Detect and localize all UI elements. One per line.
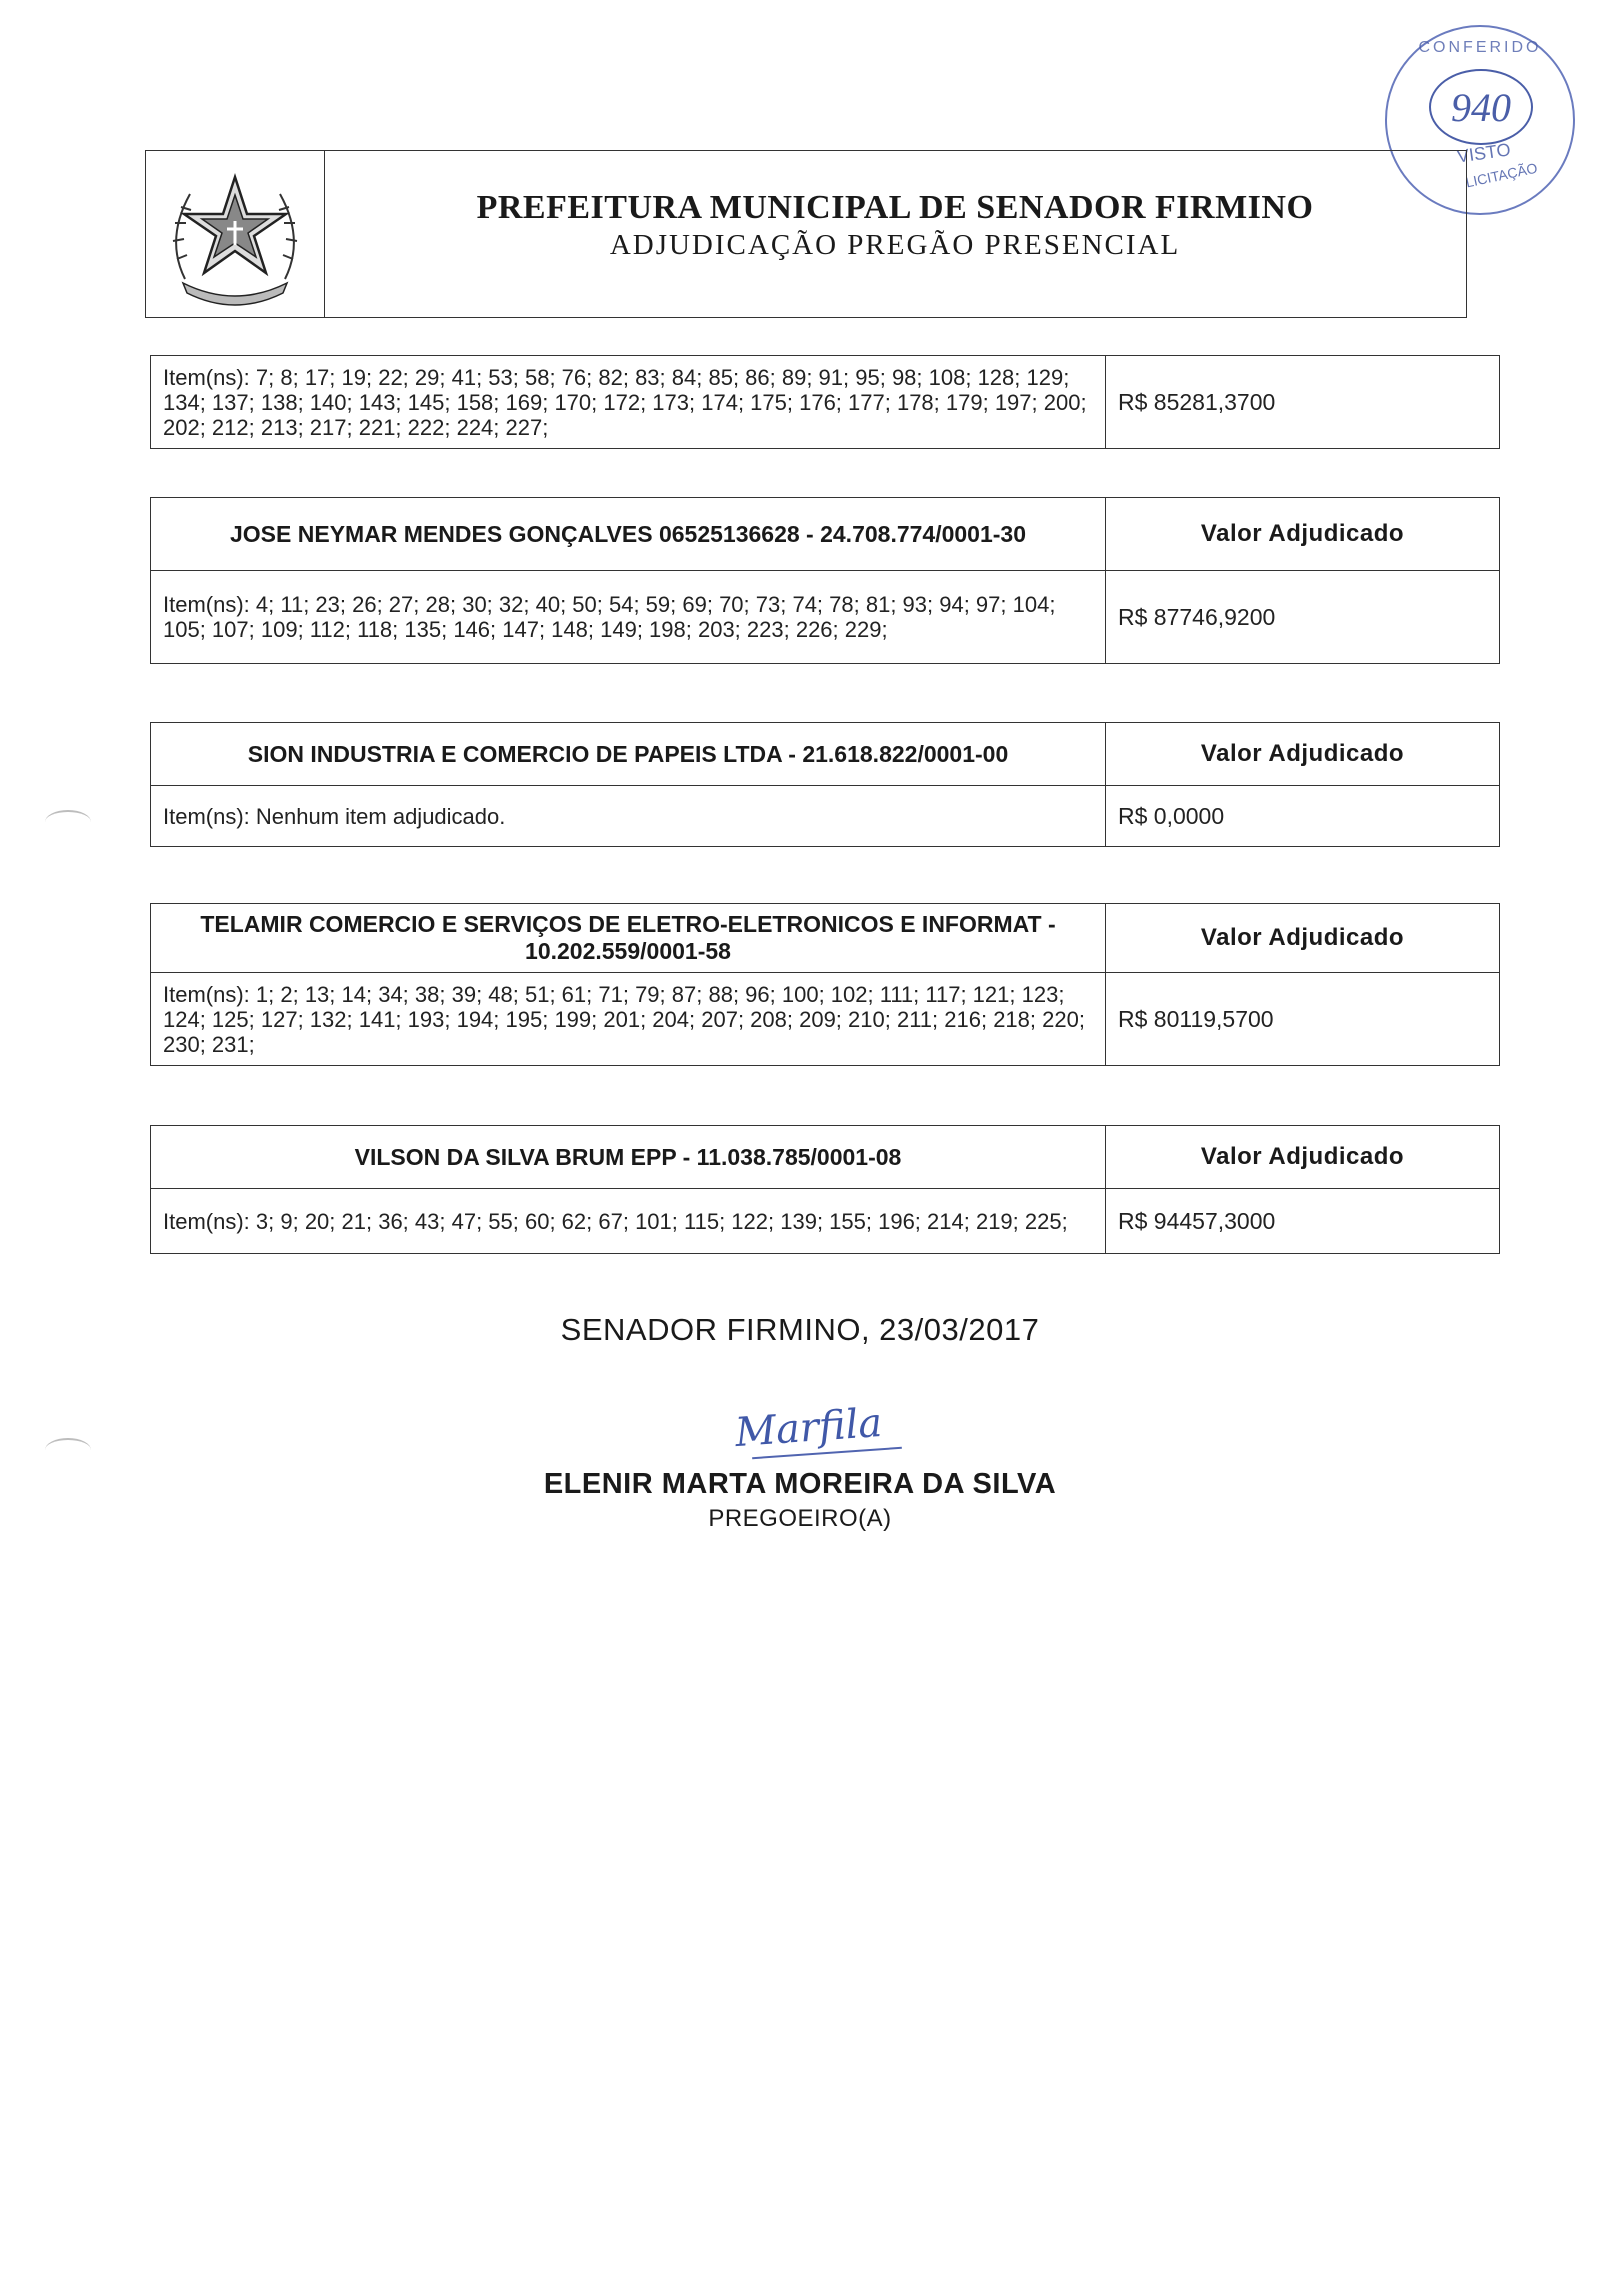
award-company-name: VILSON DA SILVA BRUM EPP - 11.038.785/0001-08 (151, 1126, 1106, 1189)
award-company-name: JOSE NEYMAR MENDES GONÇALVES 06525136628 - 24.708.774/0001-30 (151, 498, 1106, 571)
award-items-row (151, 571, 1500, 664)
punch-hole-mark (45, 810, 91, 834)
stamp-page-number: 940 (1429, 69, 1533, 145)
award-header-row (151, 1126, 1500, 1189)
stamp-top-text: CONFERIDO (1418, 39, 1542, 56)
award-value: R$ 80119,5700 (1106, 973, 1500, 1066)
award-items-row (151, 786, 1500, 847)
award-value: R$ 87746,9200 (1106, 571, 1500, 664)
stamp-visto-text: VISTO (1455, 139, 1512, 167)
award-header-row (151, 498, 1500, 571)
award-items: Item(ns): 1; 2; 13; 14; 34; 38; 39; 48; 51; 61; 71; 79; 87; 88; 96; 100; 102; 111; 117; 121; 123; 124; 125; 127; 132; 141; 193; 194; 195; 199; 201; 204; 207; 208; 209; 210; 211; 216; 218; 220; 230; 231; (151, 973, 1106, 1066)
stamp-licitacao-text: LICITAÇÃO (1464, 159, 1539, 191)
org-title: PREFEITURA MUNICIPAL DE SENADOR FIRMINO (476, 189, 1314, 226)
award-table-telamir (150, 903, 1500, 1066)
handwritten-signature: Marfila (733, 1399, 884, 1457)
award-table-vilson (150, 1125, 1500, 1254)
signer-role: PREGOEIRO(A) (708, 1505, 892, 1532)
award-header-row (151, 723, 1500, 786)
award-table-jose-neymar (150, 497, 1500, 664)
header-titles (324, 189, 1466, 262)
crest-cell (146, 151, 325, 317)
signer-name: ELENIR MARTA MOREIRA DA SILVA (543, 1468, 1057, 1500)
award-table-continuation (150, 355, 1500, 449)
award-items-row (151, 1189, 1500, 1254)
award-value-header: Valor Adjudicado (1106, 723, 1500, 786)
document-header (145, 150, 1467, 318)
city-date: SENADOR FIRMINO, 23/03/2017 (560, 1312, 1040, 1347)
punch-hole-mark (45, 1438, 91, 1462)
award-company-name: SION INDUSTRIA E COMERCIO DE PAPEIS LTDA - 21.618.822/0001-00 (151, 723, 1106, 786)
award-value-header: Valor Adjudicado (1106, 904, 1500, 973)
award-items-row (151, 356, 1500, 449)
award-value-header: Valor Adjudicado (1106, 1126, 1500, 1189)
award-company-name: TELAMIR COMERCIO E SERVIÇOS DE ELETRO-ELETRONICOS E INFORMAT - 10.202.559/0001-58 (151, 904, 1106, 973)
award-value: R$ 94457,3000 (1106, 1189, 1500, 1254)
award-items: Item(ns): 3; 9; 20; 21; 36; 43; 47; 55; 60; 62; 67; 101; 115; 122; 139; 155; 196; 214; 219; 225; (151, 1189, 1106, 1254)
award-items: Item(ns): Nenhum item adjudicado. (151, 786, 1106, 847)
document-subtitle: ADJUDICAÇÃO PREGÃO PRESENCIAL (609, 229, 1181, 261)
award-items-row (151, 973, 1500, 1066)
award-items: Item(ns): 7; 8; 17; 19; 22; 29; 41; 53; 58; 76; 82; 83; 84; 85; 86; 89; 91; 95; 98; 108; 128; 129; 134; 137; 138; 140; 143; 145; 158; 169; 170; 172; 173; 174; 175; 176; 177; 178; 179; 197; 200; 202; 212; 213; 217; 221; 222; 224; 227; (151, 356, 1106, 449)
award-value: R$ 85281,3700 (1106, 356, 1500, 449)
award-items: Item(ns): 4; 11; 23; 26; 27; 28; 30; 32; 40; 50; 54; 59; 69; 70; 73; 74; 78; 81; 93; 94; 97; 104; 105; 107; 109; 112; 118; 135; 146; 147; 148; 149; 198; 203; 223; 226; 229; (151, 571, 1106, 664)
award-header-row (151, 904, 1500, 973)
award-value-header: Valor Adjudicado (1106, 498, 1500, 571)
award-value: R$ 0,0000 (1106, 786, 1500, 847)
state-crest-icon (155, 159, 315, 309)
award-table-sion (150, 722, 1500, 847)
